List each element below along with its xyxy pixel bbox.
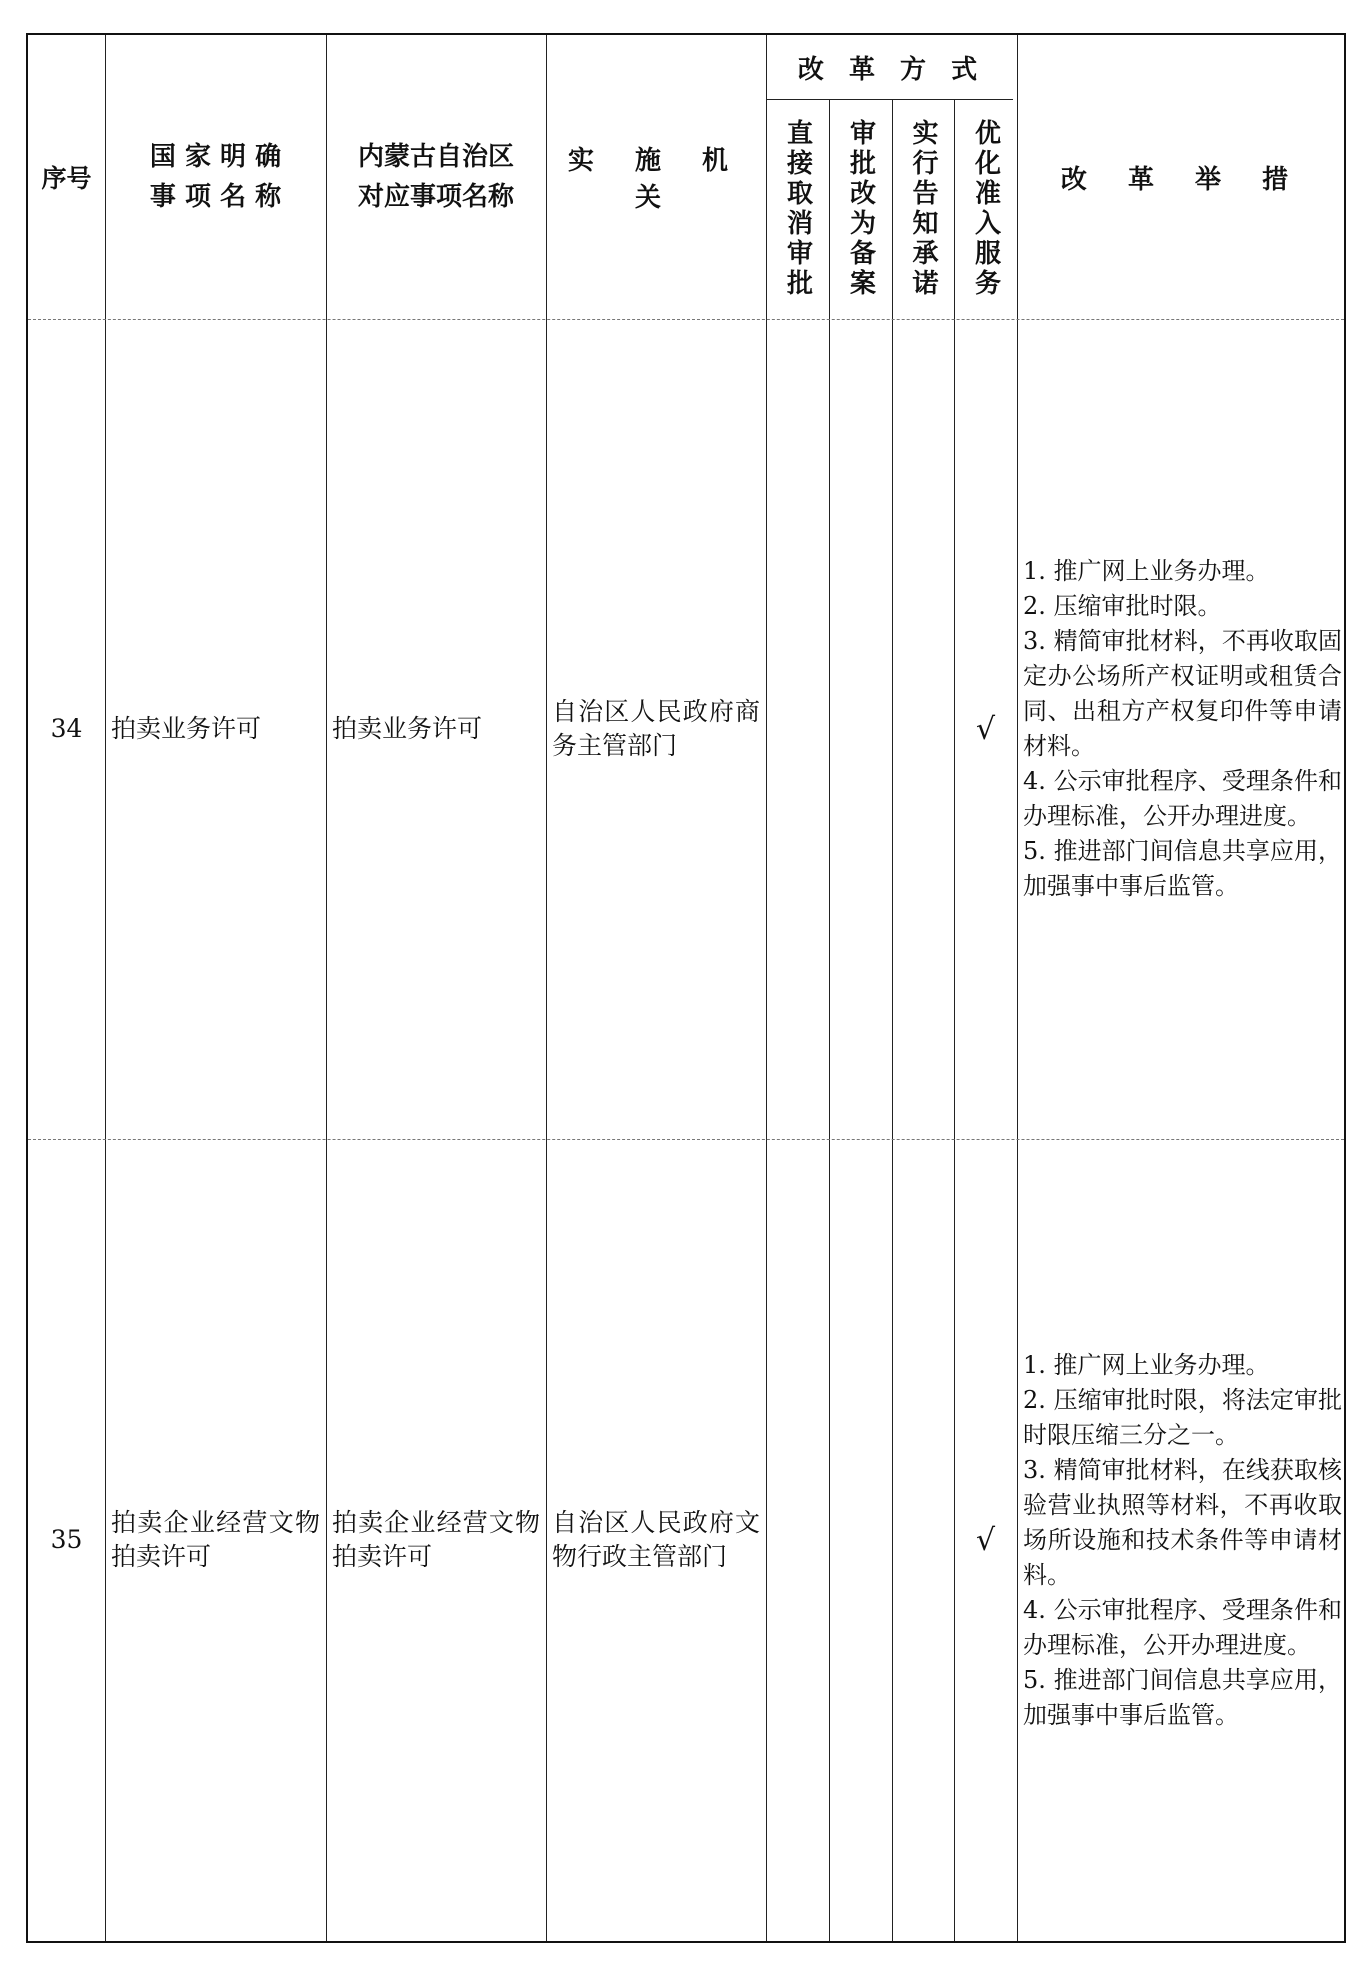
header-mode-filing-text: 审批改为备案 <box>845 119 876 299</box>
row-35-region-name: 拍卖企业经营文物拍卖许可 <box>332 1508 540 1571</box>
row-35-measure-1: 1. 推广网上业务办理。 <box>1023 1350 1270 1379</box>
row-34-mode-optimize: √ <box>975 711 996 747</box>
header-region-name-line1: 内蒙古自治区 <box>357 142 514 172</box>
header-region-name <box>326 35 546 319</box>
row-34-measures <box>1017 319 1348 1139</box>
row-34-measure-4: 4. 公示审批程序、受理条件和办理标准，公开办理进度。 <box>1023 767 1342 830</box>
row-34-mode-filing <box>829 319 892 1139</box>
row-35-seq: 35 <box>50 1525 83 1554</box>
header-mode-optimize <box>954 99 1017 319</box>
row-35-measure-2: 2. 压缩审批时限，将法定审批时限压缩三分之一。 <box>1023 1385 1342 1449</box>
row-34-seq: 34 <box>50 714 83 743</box>
row-35-mode-cancel <box>766 1139 829 1941</box>
reform-table <box>26 33 1346 1943</box>
row-35-measures <box>1017 1139 1348 1941</box>
header-seq: 序号 <box>41 164 92 193</box>
header-measures: 改 革 举 措 <box>1060 164 1305 195</box>
row-35-measure-5: 5. 推进部门间信息共享应用，加强事中事后监管。 <box>1023 1665 1342 1729</box>
header-national-name-line2: 事 项 名 称 <box>149 182 282 212</box>
row-34-measure-3: 3. 精简审批材料，不再收取固定办公场所产权证明或租赁合同、出租方产权复印件等申请材料。 <box>1023 627 1342 760</box>
row-34-mode-commit <box>892 319 954 1139</box>
header-mode-filing <box>829 99 892 319</box>
header-mode-cancel <box>766 99 829 319</box>
row-35-national-name: 拍卖企业经营文物拍卖许可 <box>111 1508 320 1571</box>
header-mode-commit-text: 实行告知承诺 <box>908 119 938 299</box>
row-35-mode-filing <box>829 1139 892 1941</box>
header-national-name <box>105 35 326 319</box>
header-mode-commit <box>892 99 954 319</box>
header-mode-cancel-text: 直接取消审批 <box>782 119 813 299</box>
row-35-mode-optimize: √ <box>975 1522 996 1558</box>
row-34-mode-cancel <box>766 319 829 1139</box>
row-34-national-name: 拍卖业务许可 <box>111 714 262 743</box>
row-34-measure-5: 5. 推进部门间信息共享应用，加强事中事后监管。 <box>1023 837 1342 900</box>
header-mode-optimize-text: 优化准入服务 <box>970 119 1001 299</box>
header-national-name-line1: 国 家 明 确 <box>149 142 282 172</box>
header-region-name-line2: 对应事项名称 <box>357 182 514 212</box>
header-agency: 实 施 机 关 <box>567 146 745 213</box>
row-35-agency: 自治区人民政府文物行政主管部门 <box>552 1508 760 1571</box>
row-35-mode-commit <box>892 1139 954 1941</box>
row-34-measure-2: 2. 压缩审批时限。 <box>1023 592 1222 620</box>
row-34-agency: 自治区人民政府商务主管部门 <box>552 697 760 760</box>
row-35-measure-4: 4. 公示审批程序、受理条件和办理标准，公开办理进度。 <box>1023 1595 1342 1659</box>
row-34-measure-1: 1. 推广网上业务办理。 <box>1023 557 1270 585</box>
row-35-measure-3: 3. 精简审批材料，在线获取核验营业执照等材料，不再收取场所设施和技术条件等申请材料。 <box>1023 1455 1342 1589</box>
row-34-region-name: 拍卖业务许可 <box>332 714 483 743</box>
header-reform-mode: 改 革 方 式 <box>797 54 986 85</box>
